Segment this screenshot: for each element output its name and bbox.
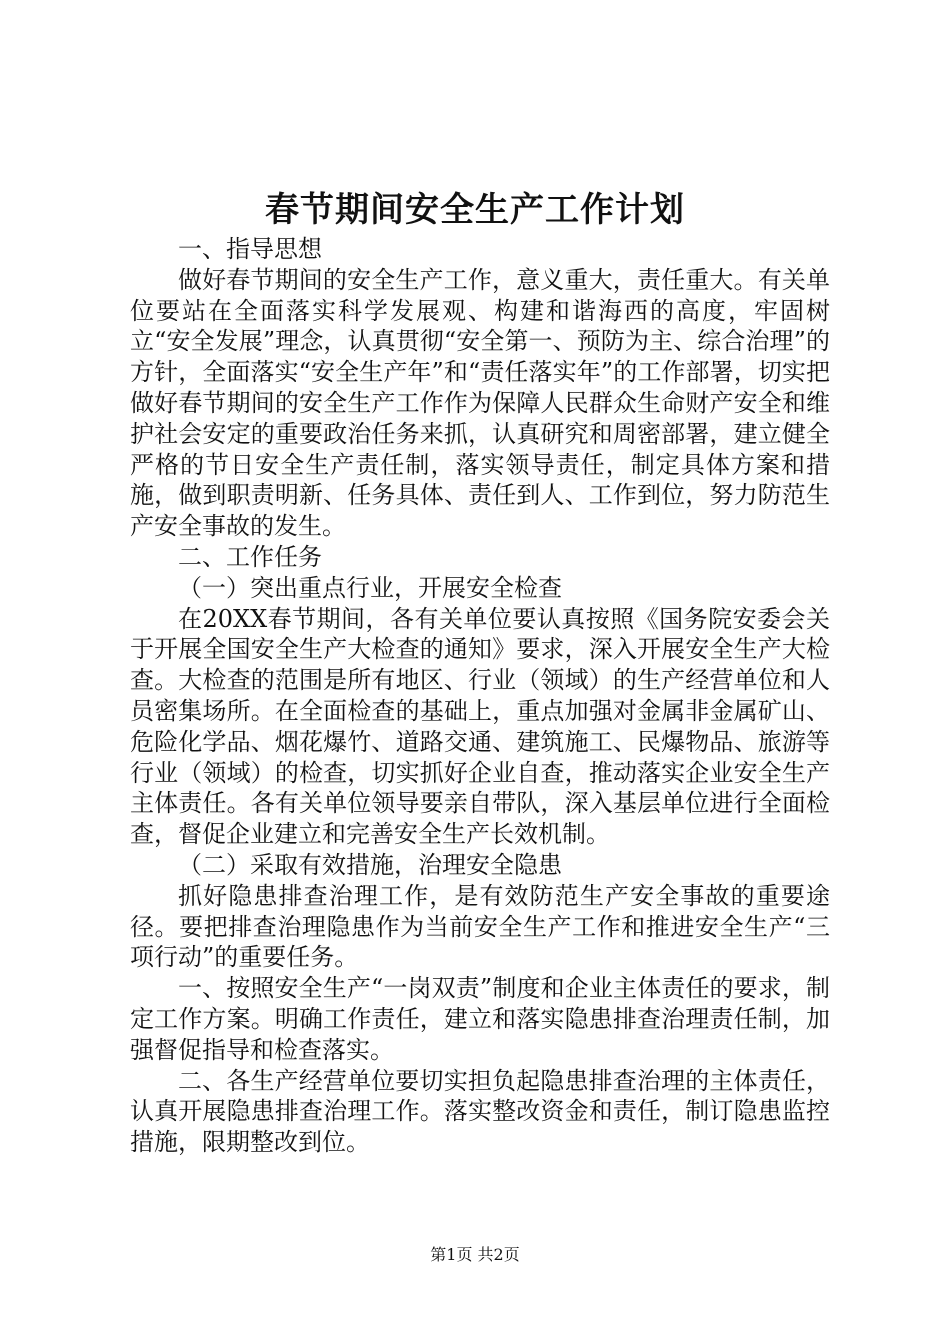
paragraph-hazard-control-intro: 抓好隐患排查治理工作，是有效防范生产安全事故的重要途径。要把排查治理隐患作为当前安全生产工作和推进安全生产“三项行动”的重要任务。	[130, 881, 830, 972]
paragraph-safety-inspection: 在20XX春节期间，各有关单位要认真按照《国务院安委会关于开展全国安全生产大检查的通知》要求，深入开展安全生产大检查。大检查的范围是所有地区、行业（领域）的生产经营单位和人员密集场所。在全面检查的基础上，重点加强对金属非金属矿山、危险化学品、烟花爆竹、道路交通、建筑施工、民爆物品、旅游等行业（领域）的检查，切实抓好企业自查，推动落实企业安全生产主体责任。各有关单位领导要亲自带队，深入基层单位进行全面检查，督促企业建立和完善安全生产长效机制。	[130, 604, 830, 849]
section-heading-guiding-ideology: 一、指导思想	[178, 235, 322, 263]
page-footer: 第1页 共2页	[430, 1245, 520, 1264]
subsection-heading-safety-inspection: （一）突出重点行业，开展安全检查	[178, 573, 562, 602]
paragraph-hazard-control-item-2: 二、各生产经营单位要切实担负起隐患排查治理的主体责任，认真开展隐患排查治理工作。落实整改资金和责任，制订隐患监控措施，限期整改到位。	[130, 1066, 830, 1157]
section-heading-work-tasks: 二、工作任务	[178, 542, 322, 571]
document-body	[130, 234, 830, 1158]
document-title: 春节期间安全生产工作计划	[265, 190, 685, 230]
paragraph-guiding-ideology: 做好春节期间的安全生产工作，意义重大，责任重大。有关单位要站在全面落实科学发展观、构建和谐海西的高度，牢固树立“安全发展”理念，认真贯彻“安全第一、预防为主、综合治理”的方针，全面落实“安全生产年”和“责任落实年”的工作部署，切实把做好春节期间的安全生产工作作为保障人民群众生命财产安全和维护社会安定的重要政治任务来抓，认真研究和周密部署，建立健全严格的节日安全生产责任制，落实领导责任，制定具体方案和措施，做到职责明新、任务具体、责任到人、工作到位，努力防范生产安全事故的发生。	[130, 265, 830, 541]
subsection-heading-hazard-control: （二）采取有效措施，治理安全隐患	[178, 850, 562, 879]
paragraph-hazard-control-item-1: 一、按照安全生产“一岗双责”制度和企业主体责任的要求，制定工作方案。明确工作责任，建立和落实隐患排查治理责任制，加强督促指导和检查落实。	[130, 974, 830, 1064]
